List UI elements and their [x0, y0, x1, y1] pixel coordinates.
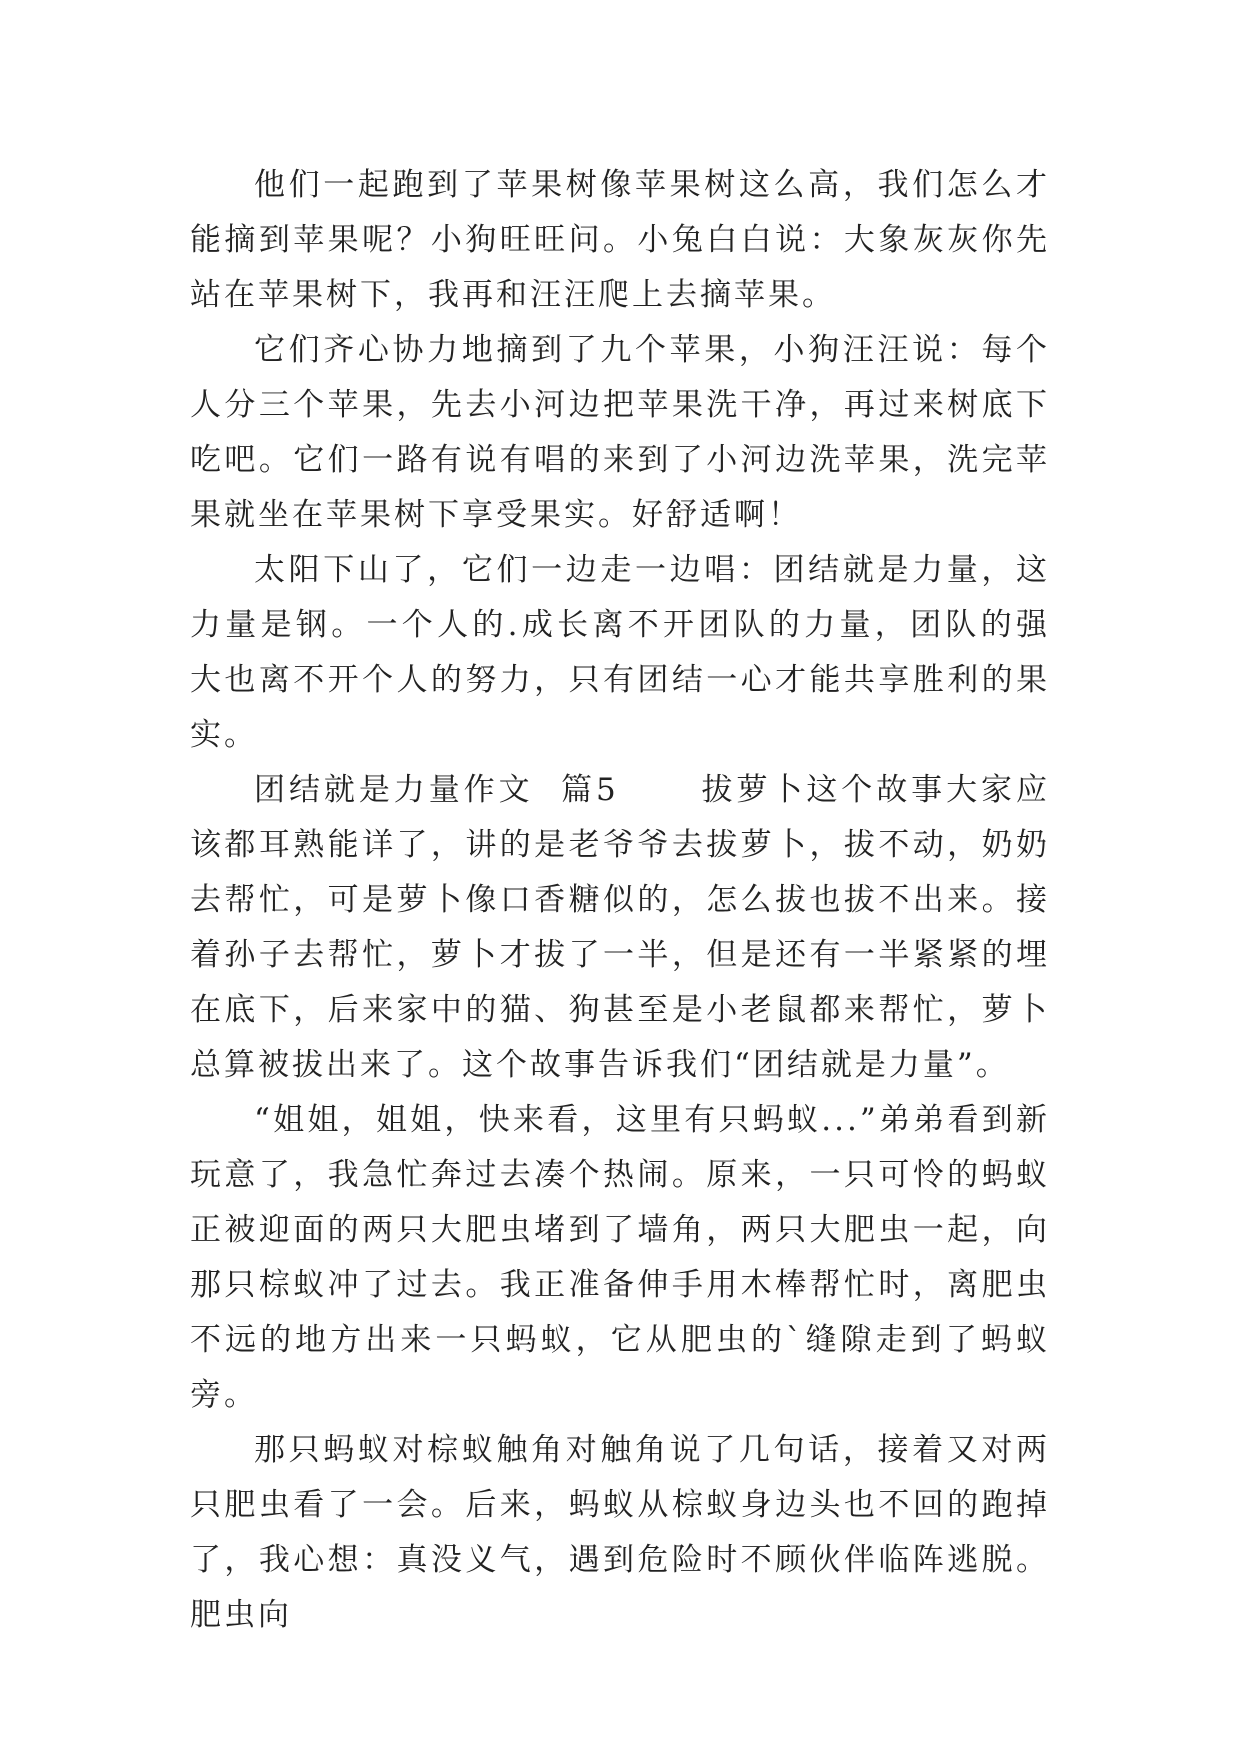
- paragraph-5: “姐姐，姐姐，快来看，这里有只蚂蚁...”弟弟看到新玩意了，我急忙奔过去凑个热闹。原来，一只可怜的蚂蚁正被迎面的两只大肥虫堵到了墙角，两只大肥虫一起，向那只棕蚁冲了过去。我正准备伸手用木棒帮忙时，离肥虫不远的地方出来一只蚂蚁，它从肥虫的`缝隙走到了蚂蚁旁。: [190, 1102, 1050, 1413]
- paragraph-4: 团结就是力量作文 篇5 拔萝卜这个故事大家应该都耳熟能详了，讲的是老爷爷去拔萝卜，拔不动，奶奶去帮忙，可是萝卜像口香糖似的，怎么拔也拔不出来。接着孙子去帮忙，萝卜才拔了一半，但是还有一半紧紧的埋在底下，后来家中的猫、狗甚至是小老鼠都来帮忙，萝卜总算被拔出来了。这个故事告诉我们“团结就是力量”。: [190, 772, 1050, 1083]
- paragraph-1: 他们一起跑到了苹果树像苹果树这么高，我们怎么才能摘到苹果呢？小狗旺旺问。小兔白白说：大象灰灰你先站在苹果树下，我再和汪汪爬上去摘苹果。: [190, 167, 1050, 313]
- paragraph-2: 它们齐心协力地摘到了九个苹果，小狗汪汪说：每个人分三个苹果，先去小河边把苹果洗干净，再过来树底下吃吧。它们一路有说有唱的来到了小河边洗苹果，洗完苹果就坐在苹果树下享受果实。好舒适啊！: [190, 332, 1050, 533]
- paragraph-3: 太阳下山了，它们一边走一边唱：团结就是力量，这力量是钢。一个人的.成长离不开团队的力量，团队的强大也离不开个人的努力，只有团结一心才能共享胜利的果实。: [190, 552, 1050, 753]
- document-body: [190, 158, 1050, 1643]
- paragraph-6: 那只蚂蚁对棕蚁触角对触角说了几句话，接着又对两只肥虫看了一会。后来，蚂蚁从棕蚁身边头也不回的跑掉了，我心想：真没义气，遇到危险时不顾伙伴临阵逃脱。肥虫向: [190, 1432, 1050, 1633]
